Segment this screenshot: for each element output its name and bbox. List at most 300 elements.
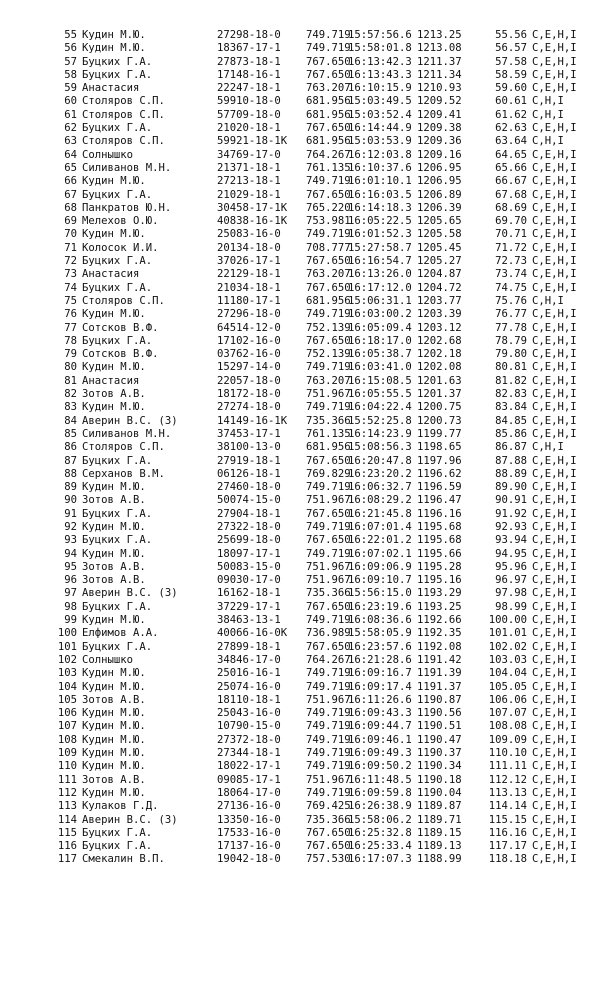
percent-cell: 110.10: [488, 747, 527, 760]
rank-cell: 116: [57, 840, 77, 853]
distance-cell: 751.967: [306, 773, 351, 786]
category-cell: C,H,I: [532, 441, 564, 454]
rank-cell: 82: [64, 388, 77, 401]
rank-cell: 79: [64, 348, 77, 361]
arrival-time-cell: 16:08:29.2: [348, 494, 412, 507]
table-row: [0, 521, 600, 534]
arrival-time-cell: 16:14:18.3: [348, 201, 412, 214]
percent-cell: 68.69: [495, 201, 527, 214]
table-row: [0, 508, 600, 521]
table-row: [0, 375, 600, 388]
ring-number-cell: 06126-18-1: [217, 467, 281, 480]
category-cell: C,E,H,I: [532, 388, 577, 401]
arrival-time-cell: 16:10:15.9: [348, 82, 412, 95]
rank-cell: 76: [64, 308, 77, 321]
percent-cell: 105.05: [488, 680, 527, 693]
owner-name-cell: Кудин М.Ю.: [82, 614, 146, 627]
category-cell: C,H,I: [532, 294, 564, 307]
owner-name-cell: Кулаков Г.Д.: [82, 800, 159, 813]
speed-cell: 1199.77: [417, 427, 462, 440]
table-row: [0, 361, 600, 374]
arrival-time-cell: 15:57:56.6: [348, 29, 412, 41]
ring-number-cell: 13350-16-0: [217, 813, 281, 826]
category-cell: C,E,H,I: [532, 148, 577, 161]
distance-cell: 769.829: [306, 467, 351, 480]
category-cell: C,E,H,I: [532, 614, 577, 627]
table-row: [0, 401, 600, 414]
table-row: [0, 441, 600, 454]
speed-cell: 1195.28: [417, 560, 462, 573]
table-row: [0, 202, 600, 215]
category-cell: C,E,H,I: [532, 520, 577, 533]
ring-number-cell: 50074-15-0: [217, 494, 281, 507]
table-row: [0, 189, 600, 202]
ring-number-cell: 10790-15-0: [217, 720, 281, 733]
owner-name-cell: Кудин М.Ю.: [82, 308, 146, 321]
owner-name-cell: Кудин М.Ю.: [82, 720, 146, 733]
rank-cell: 91: [64, 507, 77, 520]
percent-cell: 73.74: [495, 268, 527, 281]
distance-cell: 751.967: [306, 494, 351, 507]
speed-cell: 1190.37: [417, 747, 462, 760]
table-row: [0, 348, 600, 361]
category-cell: C,E,H,I: [532, 760, 577, 773]
owner-name-cell: Кудин М.Ю.: [82, 29, 146, 41]
owner-name-cell: Мелехов О.Ю.: [82, 215, 159, 228]
owner-name-cell: Кудин М.Ю.: [82, 760, 146, 773]
rank-cell: 56: [64, 42, 77, 55]
table-row: [0, 308, 600, 321]
owner-name-cell: Столяров С.П.: [82, 294, 165, 307]
speed-cell: 1211.34: [417, 68, 462, 81]
arrival-time-cell: 15:06:31.1: [348, 294, 412, 307]
category-cell: C,E,H,I: [532, 560, 577, 573]
ring-number-cell: 22057-18-0: [217, 374, 281, 387]
distance-cell: 767.650: [306, 188, 351, 201]
rank-cell: 100: [57, 627, 77, 640]
table-row: [0, 853, 600, 866]
arrival-time-cell: 16:11:26.6: [348, 693, 412, 706]
category-cell: C,E,H,I: [532, 122, 577, 135]
category-cell: C,E,H,I: [532, 215, 577, 228]
table-row: [0, 614, 600, 627]
table-row: [0, 295, 600, 308]
percent-cell: 77.78: [495, 321, 527, 334]
speed-cell: 1203.12: [417, 321, 462, 334]
ring-number-cell: 20134-18-0: [217, 241, 281, 254]
percent-cell: 102.02: [488, 640, 527, 653]
ring-number-cell: 25699-18-0: [217, 534, 281, 547]
table-row: [0, 29, 600, 42]
owner-name-cell: Буцких Г.А.: [82, 454, 153, 467]
speed-cell: 1190.18: [417, 773, 462, 786]
distance-cell: 735.366: [306, 414, 351, 427]
table-row: [0, 827, 600, 840]
arrival-time-cell: 15:58:06.2: [348, 813, 412, 826]
ring-number-cell: 21371-18-1: [217, 161, 281, 174]
arrival-time-cell: 15:03:52.4: [348, 108, 412, 121]
arrival-time-cell: 16:26:38.9: [348, 800, 412, 813]
speed-cell: 1196.62: [417, 467, 462, 480]
speed-cell: 1205.27: [417, 255, 462, 268]
rank-cell: 63: [64, 135, 77, 148]
distance-cell: 681.956: [306, 135, 351, 148]
table-row: [0, 82, 600, 95]
distance-cell: 735.366: [306, 587, 351, 600]
arrival-time-cell: 16:23:20.2: [348, 467, 412, 480]
distance-cell: 767.650: [306, 600, 351, 613]
speed-cell: 1196.47: [417, 494, 462, 507]
owner-name-cell: Кудин М.Ю.: [82, 481, 146, 494]
distance-cell: 752.139: [306, 348, 351, 361]
rank-cell: 81: [64, 374, 77, 387]
ring-number-cell: 17102-16-0: [217, 334, 281, 347]
owner-name-cell: Солнышко: [82, 148, 134, 161]
owner-name-cell: Сотсков В.Ф.: [82, 321, 159, 334]
owner-name-cell: Буцких Г.А.: [82, 840, 153, 853]
distance-cell: 681.956: [306, 95, 351, 108]
category-cell: C,E,H,I: [532, 680, 577, 693]
category-cell: C,E,H,I: [532, 68, 577, 81]
percent-cell: 59.60: [495, 82, 527, 95]
rank-cell: 90: [64, 494, 77, 507]
category-cell: C,E,H,I: [532, 467, 577, 480]
percent-cell: 111.11: [488, 760, 527, 773]
owner-name-cell: Буцких Г.А.: [82, 55, 153, 68]
arrival-time-cell: 16:25:32.8: [348, 826, 412, 839]
percent-cell: 80.81: [495, 361, 527, 374]
percent-cell: 84.85: [495, 414, 527, 427]
owner-name-cell: Буцких Г.А.: [82, 826, 153, 839]
distance-cell: 749.719: [306, 680, 351, 693]
percent-cell: 116.16: [488, 826, 527, 839]
table-row: [0, 787, 600, 800]
table-row: [0, 747, 600, 760]
arrival-time-cell: 16:01:52.3: [348, 228, 412, 241]
arrival-time-cell: 15:58:05.9: [348, 627, 412, 640]
rank-cell: 99: [64, 614, 77, 627]
arrival-time-cell: 16:14:44.9: [348, 122, 412, 135]
arrival-time-cell: 16:08:36.6: [348, 614, 412, 627]
ring-number-cell: 17148-16-1: [217, 68, 281, 81]
owner-name-cell: Панкратов Ю.Н.: [82, 201, 172, 214]
speed-cell: 1203.39: [417, 308, 462, 321]
distance-cell: 749.719: [306, 707, 351, 720]
rank-cell: 106: [57, 707, 77, 720]
arrival-time-cell: 16:21:28.6: [348, 653, 412, 666]
speed-cell: 1190.87: [417, 693, 462, 706]
table-row: [0, 840, 600, 853]
distance-cell: 751.967: [306, 693, 351, 706]
owner-name-cell: Аверин В.С. (3): [82, 414, 178, 427]
percent-cell: 56.57: [495, 42, 527, 55]
speed-cell: 1204.87: [417, 268, 462, 281]
table-row: [0, 428, 600, 441]
percent-cell: 96.97: [495, 574, 527, 587]
speed-cell: 1197.96: [417, 454, 462, 467]
speed-cell: 1198.65: [417, 441, 462, 454]
speed-cell: 1202.08: [417, 361, 462, 374]
owner-name-cell: Кудин М.Ю.: [82, 547, 146, 560]
category-cell: C,E,H,I: [532, 813, 577, 826]
rank-cell: 71: [64, 241, 77, 254]
arrival-time-cell: 15:03:49.5: [348, 95, 412, 108]
ring-number-cell: 18172-18-0: [217, 388, 281, 401]
results-table: [0, 29, 600, 867]
distance-cell: 751.967: [306, 574, 351, 587]
speed-cell: 1192.08: [417, 640, 462, 653]
distance-cell: 763.207: [306, 268, 351, 281]
speed-cell: 1209.41: [417, 108, 462, 121]
ring-number-cell: 18097-17-1: [217, 547, 281, 560]
distance-cell: 735.366: [306, 813, 351, 826]
distance-cell: 767.650: [306, 255, 351, 268]
category-cell: C,E,H,I: [532, 82, 577, 95]
category-cell: C,E,H,I: [532, 228, 577, 241]
rank-cell: 74: [64, 281, 77, 294]
speed-cell: 1200.75: [417, 401, 462, 414]
percent-cell: 86.87: [495, 441, 527, 454]
rank-cell: 94: [64, 547, 77, 560]
table-row: [0, 681, 600, 694]
owner-name-cell: Силиванов М.Н.: [82, 427, 172, 440]
distance-cell: 749.719: [306, 720, 351, 733]
percent-cell: 103.03: [488, 653, 527, 666]
ring-number-cell: 18064-17-0: [217, 786, 281, 799]
speed-cell: 1206.89: [417, 188, 462, 201]
category-cell: C,E,H,I: [532, 321, 577, 334]
percent-cell: 88.89: [495, 467, 527, 480]
distance-cell: 708.777: [306, 241, 351, 254]
arrival-time-cell: 15:27:58.7: [348, 241, 412, 254]
table-row: [0, 42, 600, 55]
percent-cell: 109.09: [488, 733, 527, 746]
distance-cell: 749.719: [306, 747, 351, 760]
speed-cell: 1201.63: [417, 374, 462, 387]
arrival-time-cell: 16:10:37.6: [348, 161, 412, 174]
table-row: [0, 468, 600, 481]
ring-number-cell: 22247-18-1: [217, 82, 281, 95]
distance-cell: 749.719: [306, 401, 351, 414]
table-row: [0, 654, 600, 667]
rank-cell: 98: [64, 600, 77, 613]
distance-cell: 749.719: [306, 481, 351, 494]
speed-cell: 1204.72: [417, 281, 462, 294]
table-row: [0, 720, 600, 733]
rank-cell: 69: [64, 215, 77, 228]
owner-name-cell: Елфимов А.А.: [82, 627, 159, 640]
ring-number-cell: 19042-18-0: [217, 853, 281, 866]
owner-name-cell: Столяров С.П.: [82, 95, 165, 108]
category-cell: C,H,I: [532, 95, 564, 108]
table-row: [0, 760, 600, 773]
category-cell: C,E,H,I: [532, 693, 577, 706]
ring-number-cell: 27136-16-0: [217, 800, 281, 813]
distance-cell: 749.719: [306, 760, 351, 773]
category-cell: C,E,H,I: [532, 840, 577, 853]
table-row: [0, 215, 600, 228]
table-row: [0, 601, 600, 614]
arrival-time-cell: 16:09:10.7: [348, 574, 412, 587]
percent-cell: 62.63: [495, 122, 527, 135]
owner-name-cell: Буцких Г.А.: [82, 334, 153, 347]
arrival-time-cell: 16:06:32.7: [348, 481, 412, 494]
distance-cell: 751.967: [306, 560, 351, 573]
rank-cell: 117: [57, 853, 77, 866]
table-row: [0, 641, 600, 654]
percent-cell: 118.18: [488, 853, 527, 866]
speed-cell: 1209.38: [417, 122, 462, 135]
percent-cell: 87.88: [495, 454, 527, 467]
ring-number-cell: 09030-17-0: [217, 574, 281, 587]
owner-name-cell: Зотов А.В.: [82, 494, 146, 507]
distance-cell: 769.425: [306, 800, 351, 813]
speed-cell: 1206.95: [417, 161, 462, 174]
distance-cell: 767.650: [306, 281, 351, 294]
arrival-time-cell: 16:13:26.0: [348, 268, 412, 281]
ring-number-cell: 40066-16-0K: [217, 627, 288, 640]
percent-cell: 57.58: [495, 55, 527, 68]
rank-cell: 87: [64, 454, 77, 467]
table-row: [0, 561, 600, 574]
percent-cell: 61.62: [495, 108, 527, 121]
arrival-time-cell: 16:04:22.4: [348, 401, 412, 414]
percent-cell: 107.07: [488, 707, 527, 720]
percent-cell: 83.84: [495, 401, 527, 414]
owner-name-cell: Анастасия: [82, 268, 140, 281]
rank-cell: 93: [64, 534, 77, 547]
arrival-time-cell: 16:09:46.1: [348, 733, 412, 746]
ring-number-cell: 16162-18-1: [217, 587, 281, 600]
distance-cell: 767.650: [306, 68, 351, 81]
percent-cell: 112.12: [488, 773, 527, 786]
percent-cell: 101.01: [488, 627, 527, 640]
distance-cell: 749.719: [306, 361, 351, 374]
distance-cell: 767.650: [306, 826, 351, 839]
category-cell: C,H,I: [532, 108, 564, 121]
ring-number-cell: 40838-16-1K: [217, 215, 288, 228]
distance-cell: 767.650: [306, 55, 351, 68]
rank-cell: 103: [57, 667, 77, 680]
ring-number-cell: 21034-18-1: [217, 281, 281, 294]
speed-cell: 1189.13: [417, 840, 462, 853]
table-row: [0, 95, 600, 108]
rank-cell: 67: [64, 188, 77, 201]
category-cell: C,E,H,I: [532, 786, 577, 799]
ring-number-cell: 27873-18-1: [217, 55, 281, 68]
arrival-time-cell: 16:18:17.0: [348, 334, 412, 347]
ring-number-cell: 38100-13-0: [217, 441, 281, 454]
ring-number-cell: 37026-17-1: [217, 255, 281, 268]
category-cell: C,E,H,I: [532, 241, 577, 254]
speed-cell: 1192.66: [417, 614, 462, 627]
arrival-time-cell: 16:23:19.6: [348, 600, 412, 613]
ring-number-cell: 57709-18-0: [217, 108, 281, 121]
category-cell: C,E,H,I: [532, 175, 577, 188]
distance-cell: 681.956: [306, 441, 351, 454]
table-row: [0, 455, 600, 468]
owner-name-cell: Кудин М.Ю.: [82, 747, 146, 760]
arrival-time-cell: 16:17:07.3: [348, 853, 412, 866]
speed-cell: 1206.95: [417, 175, 462, 188]
owner-name-cell: Кудин М.Ю.: [82, 228, 146, 241]
distance-cell: 761.135: [306, 161, 351, 174]
rank-cell: 104: [57, 680, 77, 693]
rank-cell: 84: [64, 414, 77, 427]
ring-number-cell: 18022-17-1: [217, 760, 281, 773]
category-cell: C,E,H,I: [532, 374, 577, 387]
arrival-time-cell: 16:13:42.3: [348, 55, 412, 68]
percent-cell: 58.59: [495, 68, 527, 81]
category-cell: C,E,H,I: [532, 507, 577, 520]
owner-name-cell: Столяров С.П.: [82, 108, 165, 121]
speed-cell: 1213.08: [417, 42, 462, 55]
rank-cell: 75: [64, 294, 77, 307]
distance-cell: 764.267: [306, 148, 351, 161]
speed-cell: 1190.56: [417, 707, 462, 720]
speed-cell: 1195.66: [417, 547, 462, 560]
percent-cell: 71.72: [495, 241, 527, 254]
table-row: [0, 162, 600, 175]
rank-cell: 88: [64, 467, 77, 480]
rank-cell: 55: [64, 29, 77, 41]
speed-cell: 1189.87: [417, 800, 462, 813]
rank-cell: 97: [64, 587, 77, 600]
distance-cell: 749.719: [306, 667, 351, 680]
arrival-time-cell: 16:09:06.9: [348, 560, 412, 573]
ring-number-cell: 27213-18-1: [217, 175, 281, 188]
arrival-time-cell: 16:11:48.5: [348, 773, 412, 786]
percent-cell: 63.64: [495, 135, 527, 148]
rank-cell: 101: [57, 640, 77, 653]
ring-number-cell: 27904-18-1: [217, 507, 281, 520]
ring-number-cell: 15297-14-0: [217, 361, 281, 374]
ring-number-cell: 38463-13-1: [217, 614, 281, 627]
owner-name-cell: Буцких Г.А.: [82, 188, 153, 201]
owner-name-cell: Анастасия: [82, 82, 140, 95]
category-cell: C,E,H,I: [532, 574, 577, 587]
percent-cell: 91.92: [495, 507, 527, 520]
owner-name-cell: Зотов А.В.: [82, 773, 146, 786]
arrival-time-cell: 16:03:41.0: [348, 361, 412, 374]
category-cell: C,E,H,I: [532, 29, 577, 41]
rank-cell: 115: [57, 826, 77, 839]
ring-number-cell: 59921-18-1K: [217, 135, 288, 148]
ring-number-cell: 50083-15-0: [217, 560, 281, 573]
speed-cell: 1196.59: [417, 481, 462, 494]
category-cell: C,E,H,I: [532, 401, 577, 414]
distance-cell: 749.719: [306, 228, 351, 241]
table-row: [0, 814, 600, 827]
category-cell: C,E,H,I: [532, 720, 577, 733]
owner-name-cell: Аверин В.С. (3): [82, 813, 178, 826]
speed-cell: 1209.36: [417, 135, 462, 148]
owner-name-cell: Кудин М.Ю.: [82, 667, 146, 680]
table-row: [0, 587, 600, 600]
speed-cell: 1195.68: [417, 534, 462, 547]
rank-cell: 70: [64, 228, 77, 241]
rank-cell: 113: [57, 800, 77, 813]
percent-cell: 98.99: [495, 600, 527, 613]
percent-cell: 64.65: [495, 148, 527, 161]
distance-cell: 764.267: [306, 653, 351, 666]
rank-cell: 110: [57, 760, 77, 773]
category-cell: C,E,H,I: [532, 161, 577, 174]
table-row: [0, 149, 600, 162]
distance-cell: 749.719: [306, 42, 351, 55]
percent-cell: 60.61: [495, 95, 527, 108]
table-row: [0, 694, 600, 707]
